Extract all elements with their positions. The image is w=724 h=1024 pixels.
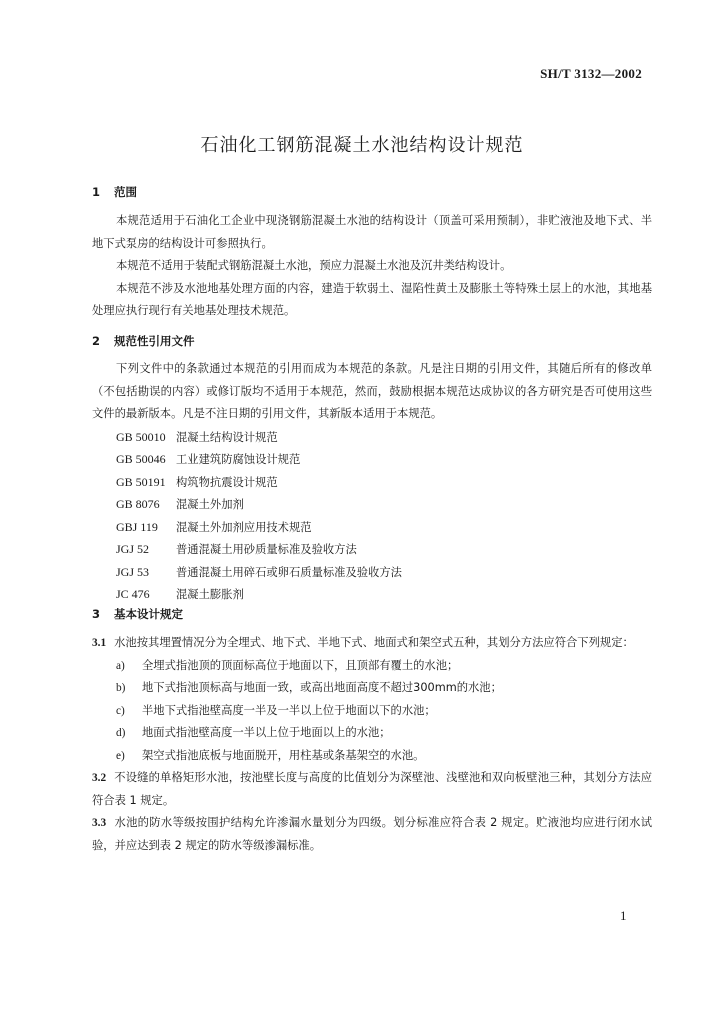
item-marker: c) [116,704,125,717]
standard-title: 混凝土外加剂 [176,498,244,511]
standard-code: JC 476 [116,587,150,601]
standard-title: 混凝土膨胀剂 [176,588,244,601]
list-item [92,700,652,723]
item-text: 全埋式指池顶的顶面标高位于地面以下，且顶部有覆土的水池； [142,658,459,672]
standard-title: 混凝土结构设计规范 [176,430,278,444]
standard-code: GB 50191 [116,474,166,489]
item-text: 地面式指池壁高度一半以上位于地面以上的水池； [142,726,391,739]
standard-reference [92,516,652,539]
section-2-body [92,358,652,606]
standard-reference [92,471,652,494]
section-number: 2 [92,334,101,348]
clause-number: 3.2 [92,772,107,784]
clause-3-1 [92,632,652,655]
standard-reference [92,426,652,449]
item-marker: e) [116,749,125,762]
item-marker: b) [116,682,126,694]
list-item [92,745,652,768]
section-title: 基本设计规定 [114,607,183,621]
section-2-heading [92,333,195,349]
clause-text: 水池的防水等级按围护结构允许渗漏水量划分为四级。划分标准应符合表 2 规定。贮液池均应进行闭水试验，并应达到表 2 规定的防水等级渗漏标准。 [92,816,652,852]
list-item [92,722,652,745]
standard-code: GB 8076 [116,497,160,511]
clause-text: 水池按其埋置情况分为全埋式、地下式、半地下式、地面式和架空式五种，其划分方法应符合下列规定： [114,636,634,649]
standard-reference [92,538,652,561]
paragraph: 本规范不涉及水池地基处理方面的内容，建造于软弱土、湿陷性黄土及膨胀土等特殊土层上的水池，其地基处理应执行现行有关地基处理技术规范。 [92,281,652,317]
section-1-body [92,210,652,323]
standard-title: 普通混凝土用砂质量标准及验收方法 [176,543,357,556]
paragraph: 本规范适用于石油化工企业中现浇钢筋混凝土水池的结构设计（顶盖可采用预制），非贮液池及地下式、半地下式泵房的结构设计可参照执行。 [92,214,652,250]
standard-title: 混凝土外加剂应用技术规范 [176,520,312,534]
standard-code: JGJ 52 [116,542,150,556]
section-3-body [92,632,652,857]
clause-number: 3.3 [92,817,107,829]
list-item [92,655,652,678]
standard-reference [92,561,652,584]
page-number: 1 [620,908,627,923]
list-item [92,677,652,700]
section-title: 规范性引用文件 [114,334,195,348]
paragraph: 本规范不适用于装配式钢筋混凝土水池，预应力混凝土水池及沉井类结构设计。 [116,259,512,272]
item-marker: a) [116,659,125,672]
standard-code: GBJ 119 [116,519,158,534]
paragraph: 下列文件中的条款通过本规范的引用而成为本规范的条款。凡是注日期的引用文件，其随后所有的修改单（不包括勘误的内容）或修订版均不适用于本规范，然而，鼓励根据本规范达成协议的各方研究是否可使用这些文件的最新版本。凡是不注日期的引用文件，其新版本适用于本规范。 [92,362,652,420]
standard-reference [92,493,652,516]
section-1-heading [92,184,137,200]
standard-code: GB 50046 [116,452,166,466]
document-title: 石油化工钢筋混凝土水池结构设计规范 [200,135,524,156]
standard-reference [92,583,652,606]
standard-title: 构筑物抗震设计规范 [176,475,278,489]
item-text: 地下式指池顶标高与地面一致，或高出地面高度不超过300mm的水池； [142,681,502,694]
section-3-heading [92,606,183,622]
section-number: 3 [92,607,101,621]
section-title: 范围 [114,185,137,199]
clause-3-3 [92,812,652,857]
standard-code: GB 50010 [116,429,166,444]
clause-3-2 [92,767,652,812]
standard-title: 普通混凝土用碎石或卵石质量标准及验收方法 [176,565,402,579]
clause-number: 3.1 [92,637,107,649]
standard-code: SH/T 3132—2002 [540,66,642,81]
item-marker: d) [116,727,126,739]
standard-code: JGJ 53 [116,564,150,579]
item-text: 架空式指池底板与地面脱开，用柱基或条基架空的水池。 [142,748,425,762]
clause-text: 不设缝的单格矩形水池，按池壁长度与高度的比值划分为深壁池、浅壁池和双向板壁池三种，其划分方法应符合表 1 规定。 [92,771,652,807]
item-text: 半地下式指池壁高度一半及一半以上位于地面以下的水池； [142,703,436,717]
standard-reference [92,448,652,471]
section-number: 1 [92,185,101,199]
standard-title: 工业建筑防腐蚀设计规范 [176,453,301,466]
